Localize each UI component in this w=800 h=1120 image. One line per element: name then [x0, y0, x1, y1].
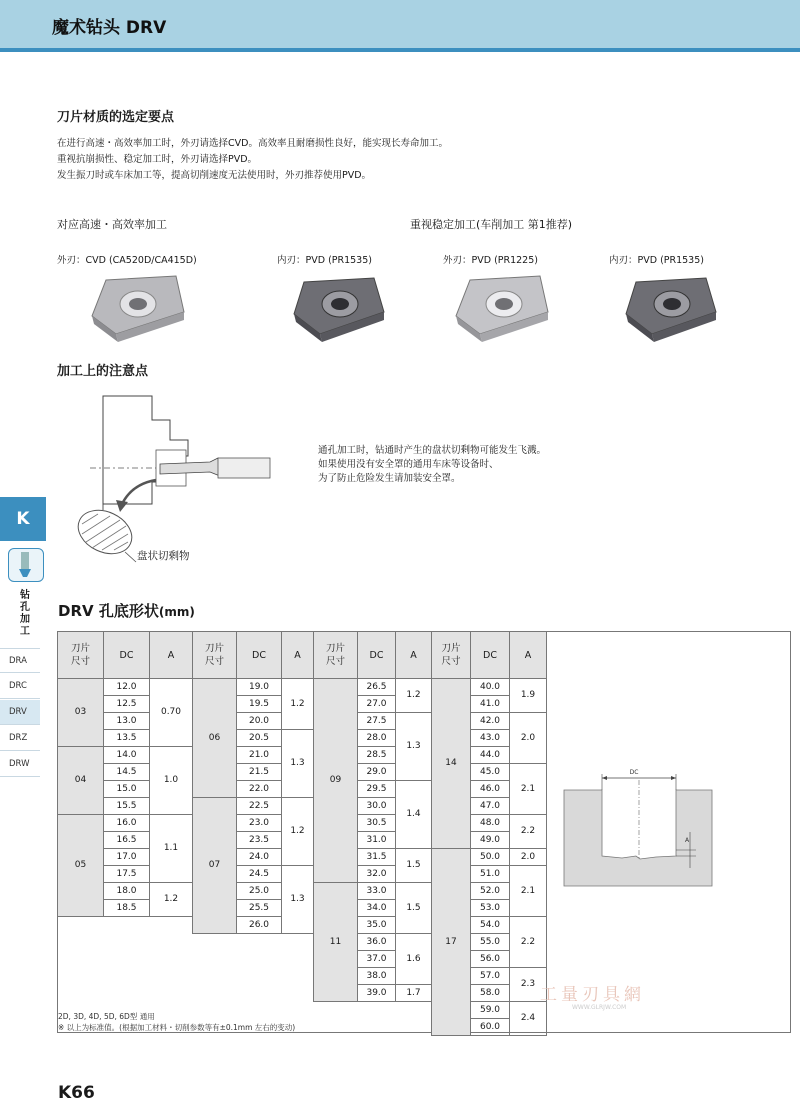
table-row	[58, 815, 193, 832]
header-a-cell: A	[510, 632, 547, 679]
header-a-cell: A	[150, 632, 193, 679]
table-row	[314, 883, 432, 900]
category-char: 加	[20, 614, 30, 625]
insert-label: 内刃：PVD (PR1535)	[277, 255, 372, 266]
dc-cell: 15.5	[104, 798, 150, 815]
a-cell: 2.3	[510, 968, 547, 1002]
insert-size-cell: 09	[314, 679, 358, 883]
page-number: K66	[58, 1083, 95, 1103]
dc-cell: 57.0	[471, 968, 510, 985]
nav-item-drw[interactable]: DRW	[0, 752, 40, 777]
dc-cell: 44.0	[471, 747, 510, 764]
header-a-cell: A	[396, 632, 432, 679]
grade-text	[57, 136, 448, 184]
dc-cell: 23.5	[237, 832, 282, 849]
dc-cell: 60.0	[471, 1019, 510, 1036]
nav-item-drv[interactable]: DRV	[0, 700, 40, 725]
header-size-cell: 刀片 尺寸	[193, 632, 237, 679]
dc-cell: 21.5	[237, 764, 282, 781]
drv-title-text: DRV 孔底形状	[58, 602, 159, 620]
dc-cell: 26.0	[237, 917, 282, 934]
header-rule	[0, 48, 800, 52]
dc-cell: 22.0	[237, 781, 282, 798]
dc-cell: 27.0	[358, 696, 396, 713]
dc-cell: 58.0	[471, 985, 510, 1002]
drv-table-group-4	[431, 631, 547, 1036]
dc-cell: 21.0	[237, 747, 282, 764]
through-hole-diagram	[70, 392, 290, 572]
drv-table-group-2	[192, 631, 314, 934]
dc-cell: 28.0	[358, 730, 396, 747]
dc-cell: 53.0	[471, 900, 510, 917]
dc-cell: 39.0	[358, 985, 396, 1002]
insert-size-cell: 04	[58, 747, 104, 815]
table-header-row	[193, 632, 314, 679]
a-cell: 1.6	[396, 934, 432, 985]
a-cell: 2.1	[510, 764, 547, 815]
nav-item-drz[interactable]: DRZ	[0, 726, 40, 751]
insert-size-cell: 11	[314, 883, 358, 1002]
a-cell: 1.5	[396, 849, 432, 883]
dc-cell: 13.0	[104, 713, 150, 730]
header-size-cell: 刀片 尺寸	[314, 632, 358, 679]
a-cell: 2.0	[510, 849, 547, 866]
dc-cell: 20.5	[237, 730, 282, 747]
dc-cell: 19.5	[237, 696, 282, 713]
a-cell: 1.4	[396, 781, 432, 849]
dc-cell: 17.0	[104, 849, 150, 866]
a-cell: 0.70	[150, 679, 193, 747]
table-row	[314, 679, 432, 696]
dc-cell: 26.5	[358, 679, 396, 696]
insert-size-cell: 06	[193, 679, 237, 798]
dc-cell: 49.0	[471, 832, 510, 849]
category-label	[18, 590, 32, 638]
a-cell: 1.9	[510, 679, 547, 713]
insert-size-cell: 03	[58, 679, 104, 747]
dc-cell: 18.0	[104, 883, 150, 900]
dc-cell: 41.0	[471, 696, 510, 713]
category-char: 钻	[20, 590, 30, 601]
dc-cell: 14.5	[104, 764, 150, 781]
dc-cell: 12.0	[104, 679, 150, 696]
table-row	[432, 679, 547, 696]
insert-size-cell: 05	[58, 815, 104, 917]
insert-size-cell: 17	[432, 849, 471, 1036]
drv-unit: (mm)	[158, 605, 195, 619]
table-note: 2D, 3D, 4D, 5D, 6D型 通用	[58, 1012, 155, 1021]
header-dc-cell: DC	[237, 632, 282, 679]
dc-cell: 31.5	[358, 849, 396, 866]
caution-line: 如果使用没有安全罩的通用车床等设备时、	[318, 459, 499, 470]
table-note: ※ 以上为标准值。(根据加工材料・切削参数等有±0.1mm 左右的变动)	[58, 1023, 296, 1032]
dc-cell: 30.5	[358, 815, 396, 832]
insert-image-pvd-outer	[452, 272, 552, 344]
insert-label: 外刃：CVD (CA520D/CA415D)	[57, 255, 197, 266]
dc-cell: 23.0	[237, 815, 282, 832]
dc-cell: 59.0	[471, 1002, 510, 1019]
table-header-row	[58, 632, 193, 679]
a-cell: 2.2	[510, 815, 547, 849]
drv-table-title	[58, 600, 195, 621]
insert-size-cell: 07	[193, 798, 237, 934]
a-cell: 1.2	[282, 798, 314, 866]
insert-label: 外刃：PVD (PR1225)	[443, 255, 538, 266]
insert-image-pvd-inner	[290, 272, 390, 344]
a-cell: 1.1	[150, 815, 193, 883]
caution-line: 通孔加工时，钻通时产生的盘状切剩物可能发生飞溅。	[318, 445, 547, 456]
section-tab-k[interactable]: K	[0, 497, 46, 541]
header-dc-cell: DC	[358, 632, 396, 679]
header-a-cell: A	[282, 632, 314, 679]
header-size-cell: 刀片 尺寸	[58, 632, 104, 679]
dc-cell: 40.0	[471, 679, 510, 696]
dc-cell: 29.0	[358, 764, 396, 781]
hole-bottom-diagram	[562, 760, 714, 890]
a-cell: 2.2	[510, 917, 547, 968]
dc-cell: 31.0	[358, 832, 396, 849]
a-cell: 1.3	[396, 713, 432, 781]
nav-item-dra[interactable]: DRA	[0, 648, 40, 673]
dc-cell: 42.0	[471, 713, 510, 730]
insert-image-cvd	[88, 272, 188, 344]
dc-cell: 45.0	[471, 764, 510, 781]
a-cell: 1.5	[396, 883, 432, 934]
grade-line: 重视抗崩损性、稳定加工时，外刃请选择PVD。	[57, 154, 258, 165]
dc-cell: 34.0	[358, 900, 396, 917]
caution-line: 为了防止危险发生请加装安全罩。	[318, 473, 461, 484]
dc-cell: 16.0	[104, 815, 150, 832]
dc-cell: 12.5	[104, 696, 150, 713]
high-efficiency-heading: 对应高速・高效率加工	[57, 218, 167, 231]
dc-cell: 22.5	[237, 798, 282, 815]
table-header-row	[432, 632, 547, 679]
dc-cell: 25.5	[237, 900, 282, 917]
header-size-cell: 刀片 尺寸	[432, 632, 471, 679]
a-cell: 2.1	[510, 866, 547, 917]
table-row	[193, 798, 314, 815]
dc-cell: 36.0	[358, 934, 396, 951]
dc-cell: 14.0	[104, 747, 150, 764]
chip-label: 盘状切剩物	[137, 550, 190, 562]
caution-heading: 加工上的注意点	[57, 364, 149, 379]
a-cell: 1.3	[282, 866, 314, 934]
a-cell: 1.3	[282, 730, 314, 798]
caution-text	[318, 444, 546, 486]
dc-cell: 28.5	[358, 747, 396, 764]
dc-cell: 38.0	[358, 968, 396, 985]
dc-cell: 52.0	[471, 883, 510, 900]
page-title: 魔术钻头 DRV	[52, 18, 167, 38]
drv-table-group-3	[313, 631, 432, 1002]
dc-cell: 18.5	[104, 900, 150, 917]
dc-cell: 17.5	[104, 866, 150, 883]
dc-cell: 29.5	[358, 781, 396, 798]
insert-image-pvd-inner	[622, 272, 722, 344]
dc-cell: 37.0	[358, 951, 396, 968]
dc-cell: 46.0	[471, 781, 510, 798]
dc-cell: 24.5	[237, 866, 282, 883]
a-cell: 1.2	[150, 883, 193, 917]
a-cell: 1.2	[282, 679, 314, 730]
dc-cell: 48.0	[471, 815, 510, 832]
dc-cell: 47.0	[471, 798, 510, 815]
dc-cell: 25.0	[237, 883, 282, 900]
watermark-logo: 工量刃具網	[540, 985, 645, 1005]
dc-cell: 35.0	[358, 917, 396, 934]
dc-cell: 30.0	[358, 798, 396, 815]
dc-cell: 27.5	[358, 713, 396, 730]
dc-cell: 19.0	[237, 679, 282, 696]
dc-cell: 55.0	[471, 934, 510, 951]
header-dc-cell: DC	[104, 632, 150, 679]
dc-cell: 16.5	[104, 832, 150, 849]
drv-table-group-1	[57, 631, 193, 917]
dc-cell: 13.5	[104, 730, 150, 747]
dc-cell: 54.0	[471, 917, 510, 934]
a-cell: 1.0	[150, 747, 193, 815]
dc-label: DC	[629, 769, 639, 776]
table-header-row	[314, 632, 432, 679]
stable-heading: 重视稳定加工(车削加工 第1推荐)	[410, 218, 573, 231]
a-cell: 1.7	[396, 985, 432, 1002]
grade-line: 发生振刀时或车床加工等，提高切削速度无法使用时，外刃推荐使用PVD。	[57, 170, 372, 181]
dc-cell: 24.0	[237, 849, 282, 866]
dc-cell: 51.0	[471, 866, 510, 883]
insert-size-cell: 14	[432, 679, 471, 849]
a-cell: 2.4	[510, 1002, 547, 1036]
dc-cell: 50.0	[471, 849, 510, 866]
table-row	[193, 679, 314, 696]
dc-cell: 33.0	[358, 883, 396, 900]
grade-line: 在进行高速・高效率加工时，外刃请选择CVD。高效率且耐磨损性良好，能实现长寿命加工。	[57, 138, 448, 149]
dc-cell: 56.0	[471, 951, 510, 968]
table-row	[432, 849, 547, 866]
watermark-url: WWW.GLRJW.COM	[572, 1004, 627, 1011]
category-char: 工	[20, 626, 30, 637]
a-label: A	[685, 837, 690, 844]
category-char: 孔	[20, 602, 30, 613]
table-row	[58, 747, 193, 764]
grade-heading: 刀片材质的选定要点	[57, 110, 175, 125]
header-dc-cell: DC	[471, 632, 510, 679]
nav-item-drc[interactable]: DRC	[0, 674, 40, 699]
drill-icon	[8, 548, 44, 582]
a-cell: 2.0	[510, 713, 547, 764]
insert-label: 内刃：PVD (PR1535)	[609, 255, 704, 266]
dc-cell: 32.0	[358, 866, 396, 883]
table-row	[58, 679, 193, 696]
dc-cell: 20.0	[237, 713, 282, 730]
dc-cell: 43.0	[471, 730, 510, 747]
a-cell: 1.2	[396, 679, 432, 713]
dc-cell: 15.0	[104, 781, 150, 798]
